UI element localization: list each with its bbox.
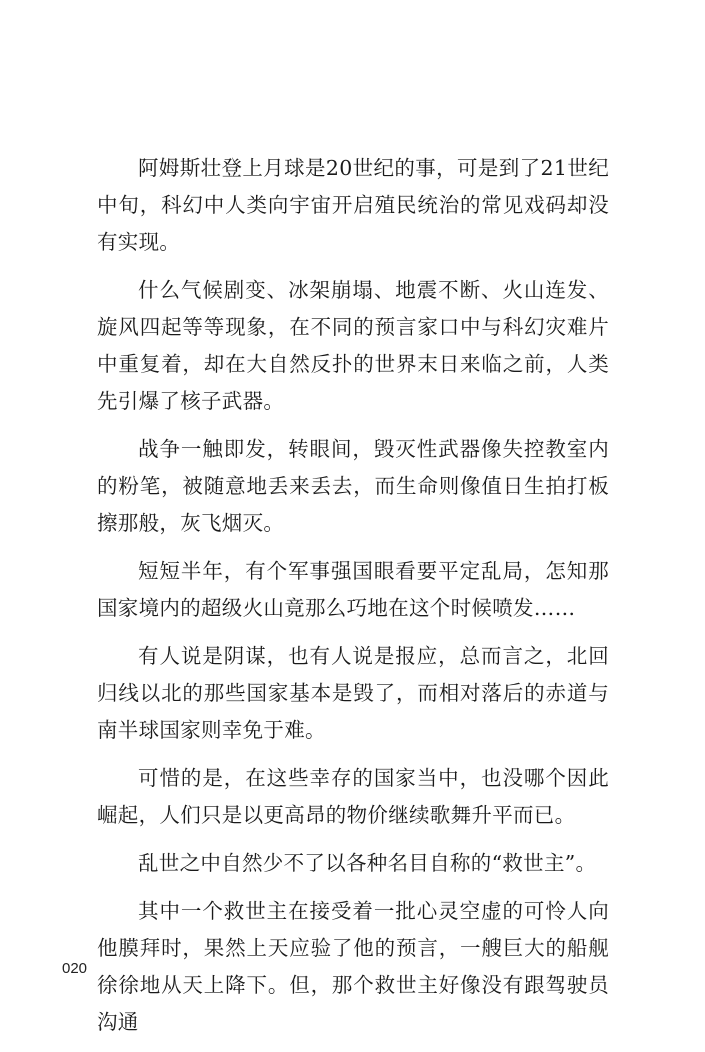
paragraph-7: 乱世之中自然少不了以各种名目自称的“救世主”。 — [138, 851, 597, 875]
paragraph-1: 阿姆斯壮登上月球是20世纪的事，可是到了21世纪中旬，科幻中人类向宇宙开启殖民统治的常见戏码却没有实现。 — [97, 156, 609, 254]
paragraph-8: 其中一个救世主在接受着一批心灵空虚的可怜人向他膜拜时，果然上天应验了他的预言，一艘巨大的船舰徐徐地从天上降下。但，那个救世主好像没有跟驾驶员沟通 — [97, 899, 609, 1034]
paragraph-4: 短短半年，有个军事强国眼看要平定乱局，怎知那国家境内的超级火山竟那么巧地在这个时候喷发…… — [97, 559, 609, 620]
paragraph-3: 战争一触即发，转眼间，毁灭性武器像失控教室内的粉笔，被随意地丢来丢去，而生命则像值日生拍打板擦那般，灰飞烟灭。 — [97, 437, 609, 535]
paragraph-6: 可惜的是，在这些幸存的国家当中，也没哪个因此崛起，人们只是以更高昂的物价继续歌舞升平而已。 — [97, 766, 609, 827]
paragraph-5: 有人说是阴谋，也有人说是报应，总而言之，北回归线以北的那些国家基本是毁了，而相对落后的赤道与南半球国家则幸免于难。 — [97, 644, 609, 742]
body-text — [97, 150, 609, 1052]
page-number: 020 — [62, 960, 88, 977]
paragraph-2: 什么气候剧变、冰架崩塌、地震不断、火山连发、旋风四起等等现象，在不同的预言家口中与科幻灾难片中重复着，却在大自然反扑的世界末日来临之前，人类先引爆了核子武器。 — [97, 278, 609, 413]
